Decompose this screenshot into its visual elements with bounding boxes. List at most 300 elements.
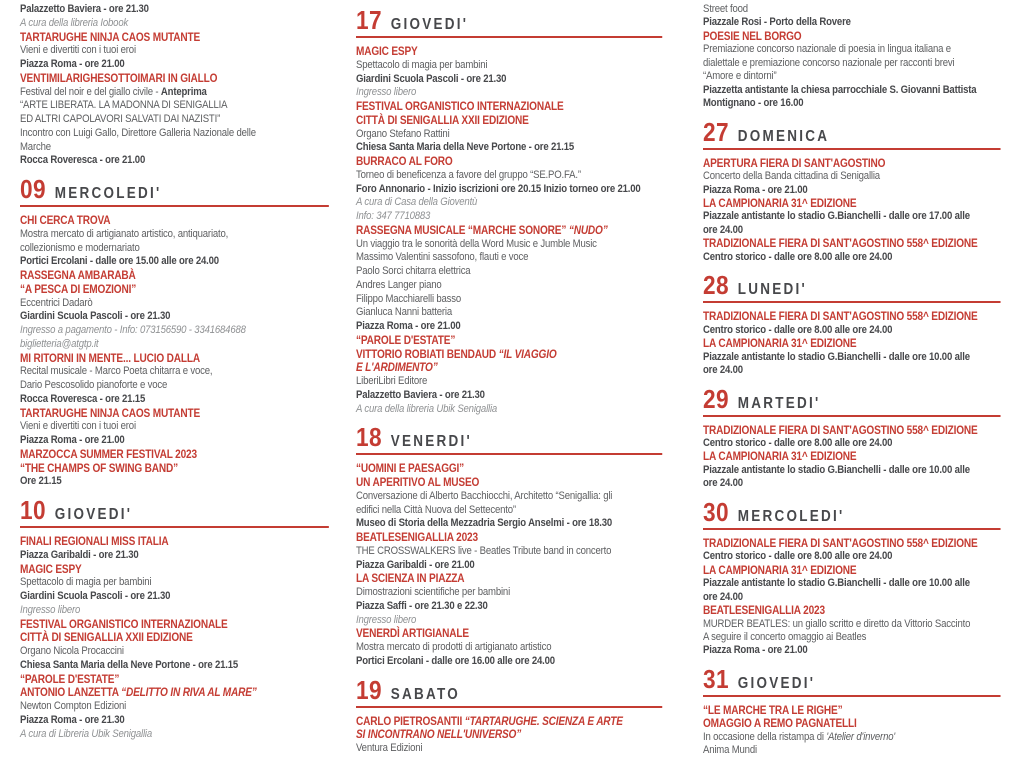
text-run: BEATLESENIGALLIA 2023 — [356, 531, 478, 544]
event-title — [703, 537, 1001, 550]
event-location-time — [20, 154, 329, 168]
text-run: BURRACO AL FORO — [356, 155, 453, 168]
text-run: Dimostrazioni scientifiche per bambini — [356, 586, 511, 598]
text-run: MURDER BEATLES: un giallo scritto e diretto da Vittorio Saccinto — [703, 617, 971, 630]
text-run: THE CROSSWALKERS live - Beatles Tribute band in concerto — [356, 544, 612, 557]
day-divider-rule — [703, 415, 1001, 417]
day-number: 30 — [703, 496, 730, 527]
event-description — [356, 504, 662, 518]
text-run: Piazza Roma - ore 21.30 — [20, 713, 125, 726]
text-run: FINALI REGIONALI MISS ITALIA — [20, 535, 169, 548]
text-run: “A PESCA DI EMOZIONI” — [20, 282, 137, 296]
text-run: Montignano - ore 16.00 — [703, 97, 804, 110]
text-run: Piazza Garibaldi - ore 21.30 — [20, 548, 139, 561]
text-run: OMAGGIO A REMO PAGNATELLI — [703, 717, 857, 731]
event-title — [703, 717, 1001, 730]
event-description — [356, 641, 662, 655]
event-description — [703, 731, 1001, 744]
event-title — [356, 627, 662, 641]
text-run: Vieni e divertiti con i tuoi eroi — [20, 420, 136, 433]
event-note — [20, 604, 329, 618]
text-run: Un viaggio tra le sonorità della Word Music e Jumble Music — [356, 237, 597, 250]
event-location-time — [20, 393, 329, 407]
event-title — [703, 310, 1001, 323]
event-description — [356, 545, 662, 559]
text-run: “PAROLE D'ESTATE” — [356, 333, 456, 347]
event-description — [20, 86, 329, 100]
event-title — [20, 448, 329, 462]
text-run: TRADIZIONALE FIERA DI SANT'AGOSTINO 558^ EDIZIONE — [703, 310, 978, 324]
event-description — [703, 70, 1001, 83]
event-location-time — [356, 655, 662, 669]
event-title — [20, 618, 329, 632]
text-run: A cura di Libreria Ubik Senigallia — [20, 727, 153, 740]
text-run: ore 24.00 — [703, 223, 743, 236]
text-run: biglietteria@atgtp.it — [20, 337, 99, 350]
text-run: Organo Nicola Procaccini — [20, 645, 124, 657]
text-run: Incontro con Luigi Gallo, Direttore Galleria Nazionale delle — [20, 126, 256, 139]
event-title — [20, 283, 329, 297]
event-description — [20, 113, 329, 127]
text-run: “LE MARCHE TRA LE RIGHE” — [703, 703, 843, 717]
text-run: “PAROLE D'ESTATE” — [20, 672, 120, 686]
event-title — [703, 704, 1001, 717]
event-note — [356, 86, 662, 100]
event-title — [356, 728, 662, 742]
text-run: “IL VIAGGIO — [498, 347, 557, 361]
event-description — [356, 169, 662, 183]
text-run: CHI CERCA TROVA — [20, 214, 111, 227]
day-name: MERCOLEDI' — [54, 185, 162, 202]
text-run: Piazzetta antistante la chiesa parrocchiale S. Giovanni Battista — [703, 83, 977, 96]
event-description — [20, 365, 329, 379]
day-number: 31 — [703, 663, 730, 694]
text-run: edifici nella Città Nuova del Settecento” — [356, 503, 516, 516]
text-run: A cura della libreria Ubik Senigallia — [356, 402, 498, 415]
event-description — [356, 306, 662, 320]
event-note — [356, 403, 662, 417]
day-number: 19 — [356, 674, 383, 705]
day-name: DOMENICA — [737, 127, 830, 145]
event-title — [356, 114, 662, 128]
text-run: VITTORIO ROBIATI BENDAUD — [356, 347, 499, 361]
day-heading-row — [703, 116, 1001, 147]
text-run: MAGIC ESPY — [20, 562, 82, 576]
text-run: “TARTARUGHE. SCIENZA E ARTE — [464, 714, 623, 728]
text-run: dialettale e premiazione concorso nazionale per racconti brevi — [703, 56, 955, 69]
event-title — [703, 30, 1001, 43]
event-note — [356, 614, 662, 628]
event-description — [356, 279, 662, 293]
text-run: RASSEGNA MUSICALE “MARCHE SONORE” — [356, 223, 569, 237]
event-column — [20, 0, 329, 741]
day-name: SABATO — [390, 685, 461, 703]
event-note — [20, 338, 329, 352]
day-heading — [356, 674, 662, 708]
day-heading — [20, 497, 329, 528]
text-run: Piazzale antistante lo stadio G.Bianchelli - dalle ore 17.00 alle — [703, 210, 970, 223]
event-title — [356, 334, 662, 348]
text-run: Rocca Roveresca - ore 21.00 — [20, 154, 146, 167]
text-run: FESTIVAL ORGANISTICO INTERNAZIONALE — [356, 100, 564, 113]
event-location-time — [703, 210, 1001, 223]
event-description — [20, 297, 329, 311]
event-location-time — [703, 16, 1001, 29]
event-location-time — [703, 324, 1001, 337]
day-heading-row — [356, 674, 662, 705]
day-divider-rule — [703, 301, 1001, 303]
day-heading — [703, 663, 1001, 697]
event-location-time — [20, 58, 329, 72]
event-location-time — [703, 644, 1001, 657]
text-run: MAGIC ESPY — [356, 45, 418, 58]
event-title — [356, 462, 662, 476]
text-run: A seguire il concerto omaggio ai Beatles — [703, 630, 867, 643]
event-description — [20, 576, 329, 590]
day-heading-row — [20, 497, 329, 523]
text-run: Concerto della Banda cittadina di Senigallia — [703, 170, 880, 183]
event-column — [703, 0, 1001, 758]
event-location-time — [703, 251, 1001, 264]
day-number: 17 — [356, 5, 383, 35]
event-location-time — [20, 310, 329, 324]
text-run: Piazzale Rosi - Porto della Rovere — [703, 16, 851, 29]
event-description — [703, 631, 1001, 644]
event-title — [20, 673, 329, 687]
text-run: Mostra mercato di artigianato artistico, antiquariato, — [20, 227, 229, 240]
event-title — [703, 337, 1001, 350]
event-title — [703, 197, 1001, 210]
text-run: Organo Stefano Rattini — [356, 127, 450, 140]
text-run: Conversazione di Alberto Bacchiocchi, Architetto “Senigallia: gli — [356, 489, 613, 502]
text-run: Festival del noir e del giallo civile - — [20, 85, 161, 98]
text-run: Giardini Scuola Pascoli - ore 21.30 — [20, 590, 171, 602]
event-title — [703, 604, 1001, 617]
day-name: GIOVEDI' — [54, 506, 133, 523]
text-run: LiberiLibri Editore — [356, 375, 428, 387]
event-note — [356, 210, 662, 224]
text-run: A cura della libreria Iobook — [20, 16, 129, 29]
text-run: Piazza Roma - ore 21.00 — [356, 320, 461, 332]
day-heading — [20, 176, 329, 207]
event-location-time — [356, 320, 662, 334]
event-note — [20, 17, 329, 31]
text-run: Piazza Roma - ore 21.00 — [20, 58, 125, 70]
text-run: Premiazione concorso nazionale di poesia in lingua italiana e — [703, 43, 951, 56]
text-run: Piazza Garibaldi - ore 21.00 — [356, 558, 475, 571]
text-run: Giardini Scuola Pascoli - ore 21.30 — [20, 310, 171, 323]
day-name: GIOVEDI' — [737, 674, 816, 692]
event-title — [20, 72, 329, 86]
event-title — [703, 157, 1001, 170]
event-location-time — [356, 73, 662, 87]
text-run: Eccentrici Dadarò — [20, 296, 93, 309]
event-location-time — [703, 437, 1001, 450]
day-heading — [356, 7, 662, 38]
event-column — [356, 0, 662, 756]
text-run: LA SCIENZA IN PIAZZA — [356, 572, 465, 586]
text-run: VENTIMILARIGHESOTTOIMARI IN GIALLO — [20, 71, 218, 85]
day-divider-rule — [20, 205, 329, 207]
event-title — [20, 407, 329, 421]
text-run: Ingresso libero — [356, 613, 417, 626]
event-description — [703, 618, 1001, 631]
day-number: 27 — [703, 116, 730, 147]
text-run: CITTÀ DI SENIGALLIA XXII EDIZIONE — [20, 631, 193, 645]
text-run: BEATLESENIGALLIA 2023 — [703, 604, 825, 618]
event-title — [20, 352, 329, 366]
text-run: Torneo di beneficenza a favore del gruppo “SE.PO.FA.” — [356, 168, 581, 181]
event-location-time — [20, 549, 329, 563]
day-heading-row — [356, 422, 662, 453]
text-run: Centro storico - dalle ore 8.00 alle ore 24.00 — [703, 250, 893, 263]
event-description — [356, 293, 662, 307]
event-note — [356, 196, 662, 210]
text-run: FESTIVAL ORGANISTICO INTERNAZIONALE — [20, 617, 228, 631]
event-location-time — [20, 659, 329, 673]
text-run: collezionismo e modernariato — [20, 241, 140, 254]
text-run: Portici Ercolani - dalle ore 16.00 alle ore 24.00 — [356, 654, 555, 667]
text-run: APERTURA FIERA DI SANT'AGOSTINO — [703, 156, 886, 170]
text-run: “DELITTO IN RIVA AL MARE” — [121, 686, 257, 700]
text-run: Ventura Edizioni — [356, 742, 423, 754]
event-title — [703, 564, 1001, 577]
day-number: 29 — [703, 383, 730, 414]
text-run: Portici Ercolani - dalle ore 15.00 alle ore 24.00 — [20, 255, 219, 268]
event-description — [356, 128, 662, 142]
event-description — [20, 127, 329, 141]
text-run: Piazza Roma - ore 21.00 — [703, 644, 808, 657]
text-run: Centro storico - dalle ore 8.00 alle ore 24.00 — [703, 323, 893, 336]
text-run: TARTARUGHE NINJA CAOS MUTANTE — [20, 406, 201, 420]
text-run: Piazzale antistante lo stadio G.Bianchelli - dalle ore 10.00 alle — [703, 577, 970, 590]
text-run: Chiesa Santa Maria della Neve Portone - ore 21.15 — [356, 141, 575, 154]
text-run: Foro Annonario - Inizio iscrizioni ore 20.15 Inizio torneo ore 21.00 — [356, 182, 641, 195]
day-divider-rule — [20, 526, 329, 528]
event-description — [356, 238, 662, 252]
text-run: Ingresso a pagamento - Info: 073156590 - 3341684688 — [20, 324, 246, 336]
event-location-time — [20, 714, 329, 728]
event-title — [356, 45, 662, 59]
text-run: Ore 21.15 — [20, 475, 62, 488]
event-description — [20, 141, 329, 155]
event-title — [356, 224, 662, 238]
text-run: CITTÀ DI SENIGALLIA XXII EDIZIONE — [356, 113, 529, 127]
event-title — [703, 450, 1001, 463]
day-name: GIOVEDI' — [390, 16, 469, 33]
event-title — [356, 715, 662, 729]
text-run: Spettacolo di magia per bambini — [356, 58, 488, 71]
text-run: “THE CHAMPS OF SWING BAND” — [20, 461, 178, 475]
event-description — [356, 586, 662, 600]
text-run: Chiesa Santa Maria della Neve Portone - ore 21.15 — [20, 658, 239, 671]
text-run: Paolo Sorci chitarra elettrica — [356, 265, 471, 277]
event-description — [356, 59, 662, 73]
text-run: “Amore e dintorni” — [703, 70, 777, 83]
text-run: Palazzetto Baviera - ore 21.30 — [356, 388, 485, 401]
day-heading — [703, 116, 1001, 150]
event-title — [356, 476, 662, 490]
day-divider-rule — [703, 695, 1001, 697]
event-title — [703, 424, 1001, 437]
day-heading — [356, 424, 662, 455]
text-run: LA CAMPIONARIA 31^ EDIZIONE — [703, 563, 857, 577]
day-heading — [703, 383, 1001, 417]
text-run: MARZOCCA SUMMER FESTIVAL 2023 — [20, 447, 197, 461]
text-run: RASSEGNA AMBARABÀ — [20, 269, 136, 282]
event-location-time — [20, 3, 329, 17]
event-description — [356, 251, 662, 265]
text-run: Gianluca Nanni batteria — [356, 306, 453, 319]
event-description — [356, 375, 662, 389]
event-location-time — [356, 183, 662, 197]
text-run: SI INCONTRANO NELL'UNIVERSO” — [356, 728, 522, 742]
event-location-time — [703, 351, 1001, 364]
event-location-time — [20, 434, 329, 448]
text-run: Andres Langer piano — [356, 278, 442, 291]
text-run: Dario Pescosolido pianoforte e voce — [20, 379, 168, 391]
text-run: Museo di Storia della Mezzadria Sergio Anselmi - ore 18.30 — [356, 517, 613, 530]
event-title — [356, 100, 662, 114]
event-title — [20, 214, 329, 228]
event-title — [20, 686, 329, 700]
event-note — [20, 324, 329, 338]
text-run: “NUDO” — [568, 223, 608, 237]
text-run: Mostra mercato di prodotti di artigianato artistico — [356, 641, 552, 653]
event-location-time — [356, 389, 662, 403]
event-location-time — [356, 559, 662, 573]
text-run: Piazza Roma - ore 21.00 — [703, 183, 808, 196]
text-run: Filippo Macchiarelli basso — [356, 292, 462, 305]
text-run: Piazza Roma - ore 21.00 — [20, 434, 125, 446]
text-run: Giardini Scuola Pascoli - ore 21.30 — [356, 72, 507, 85]
text-run: Spettacolo di magia per bambini — [20, 576, 152, 589]
event-description — [356, 265, 662, 279]
day-number: 28 — [703, 270, 730, 301]
event-title — [356, 361, 662, 375]
text-run: Recital musicale - Marco Poeta chitarra e voce, — [20, 365, 213, 378]
day-heading — [703, 272, 1001, 303]
event-title — [356, 572, 662, 586]
event-location-time — [20, 590, 329, 604]
day-heading-row — [356, 7, 662, 33]
event-location-time — [703, 477, 1001, 490]
text-run: Centro storico - dalle ore 8.00 alle ore 24.00 — [703, 436, 893, 449]
text-run: LA CAMPIONARIA 31^ EDIZIONE — [703, 337, 857, 351]
event-description — [20, 645, 329, 659]
text-run: E L'ARDIMENTO” — [356, 361, 438, 375]
event-location-time — [703, 364, 1001, 377]
text-run: Piazzale antistante lo stadio G.Bianchelli - dalle ore 10.00 alle — [703, 463, 970, 476]
text-run: TRADIZIONALE FIERA DI SANT'AGOSTINO 558^ EDIZIONE — [703, 536, 978, 550]
text-run: Rocca Roveresca - ore 21.15 — [20, 392, 146, 405]
text-run: Piazzale antistante lo stadio G.Bianchelli - dalle ore 10.00 alle — [703, 350, 970, 363]
text-run: TARTARUGHE NINJA CAOS MUTANTE — [20, 30, 201, 44]
event-title — [356, 155, 662, 169]
event-title — [20, 269, 329, 283]
text-run: Ingresso libero — [356, 86, 417, 99]
text-run: Vieni e divertiti con i tuoi eroi — [20, 44, 136, 57]
event-location-time — [703, 577, 1001, 590]
text-run: VENERDÌ ARTIGIANALE — [356, 627, 469, 641]
day-heading-row — [703, 496, 1001, 527]
event-description — [20, 420, 329, 434]
text-run: A cura di Casa della Gioventù — [356, 196, 478, 209]
day-name: MARTEDI' — [737, 394, 821, 412]
text-run: Anteprima — [160, 85, 207, 98]
event-location-time — [356, 141, 662, 155]
text-run: Piazza Saffi - ore 21.30 e 22.30 — [356, 599, 488, 612]
event-description — [703, 170, 1001, 183]
event-note — [20, 728, 329, 742]
day-heading-row — [703, 383, 1001, 414]
event-location-time — [356, 517, 662, 531]
text-run: Massimo Valentini sassofono, flauti e voce — [356, 251, 529, 264]
event-location-time — [703, 84, 1001, 97]
day-divider-rule — [703, 528, 1001, 530]
text-run: MI RITORNI IN MENTE... LUCIO DALLA — [20, 351, 200, 365]
day-divider-rule — [703, 148, 1001, 150]
text-run: In occasione della ristampa di — [703, 730, 827, 743]
text-run: “ARTE LIBERATA. LA MADONNA DI SENIGALLIA — [20, 99, 228, 112]
text-run: ED ALTRI CAPOLAVORI SALVATI DAI NAZISTI” — [20, 113, 221, 125]
event-location-time — [703, 591, 1001, 604]
text-run: ore 24.00 — [703, 364, 743, 377]
day-number: 10 — [20, 495, 47, 525]
event-description — [20, 99, 329, 113]
day-name: MERCOLEDI' — [737, 507, 845, 525]
day-heading-row — [20, 176, 329, 202]
event-title — [703, 237, 1001, 250]
event-title — [356, 348, 662, 362]
text-run: POESIE NEL BORGO — [703, 29, 802, 43]
text-run: LA CAMPIONARIA 31^ EDIZIONE — [703, 450, 857, 464]
text-run: CARLO PIETROSANTII — [356, 714, 465, 728]
event-title — [20, 31, 329, 45]
day-number: 09 — [20, 174, 47, 204]
text-run: UN APERITIVO AL MUSEO — [356, 476, 480, 489]
text-run: TRADIZIONALE FIERA DI SANT'AGOSTINO 558^ EDIZIONE — [703, 237, 978, 251]
day-name: VENERDI' — [390, 433, 472, 451]
day-heading-row — [703, 663, 1001, 694]
event-location-time — [20, 255, 329, 269]
event-location-time — [703, 550, 1001, 563]
event-location-time — [703, 224, 1001, 237]
event-description — [20, 44, 329, 58]
text-run: Palazzetto Baviera - ore 21.30 — [20, 3, 149, 15]
day-number: 18 — [356, 422, 383, 453]
day-heading-row — [703, 270, 1001, 301]
text-run: 'Atelier d'inverno' — [826, 730, 896, 743]
event-location-time — [703, 184, 1001, 197]
event-location-time — [356, 600, 662, 614]
event-description — [20, 228, 329, 242]
text-run: Street food — [703, 3, 748, 15]
day-name: LUNEDI' — [737, 281, 807, 299]
event-location-time — [703, 97, 1001, 110]
text-run: Marche — [20, 140, 51, 153]
day-divider-rule — [356, 706, 662, 708]
event-title — [20, 563, 329, 577]
event-description — [20, 700, 329, 714]
event-location-time — [703, 464, 1001, 477]
event-description — [356, 490, 662, 504]
text-run: ore 24.00 — [703, 477, 743, 490]
text-run: TRADIZIONALE FIERA DI SANT'AGOSTINO 558^ EDIZIONE — [703, 423, 978, 437]
text-run: Info: 347 7710883 — [356, 210, 431, 222]
text-run: ANTONIO LANZETTA — [20, 686, 122, 700]
event-description — [20, 379, 329, 393]
